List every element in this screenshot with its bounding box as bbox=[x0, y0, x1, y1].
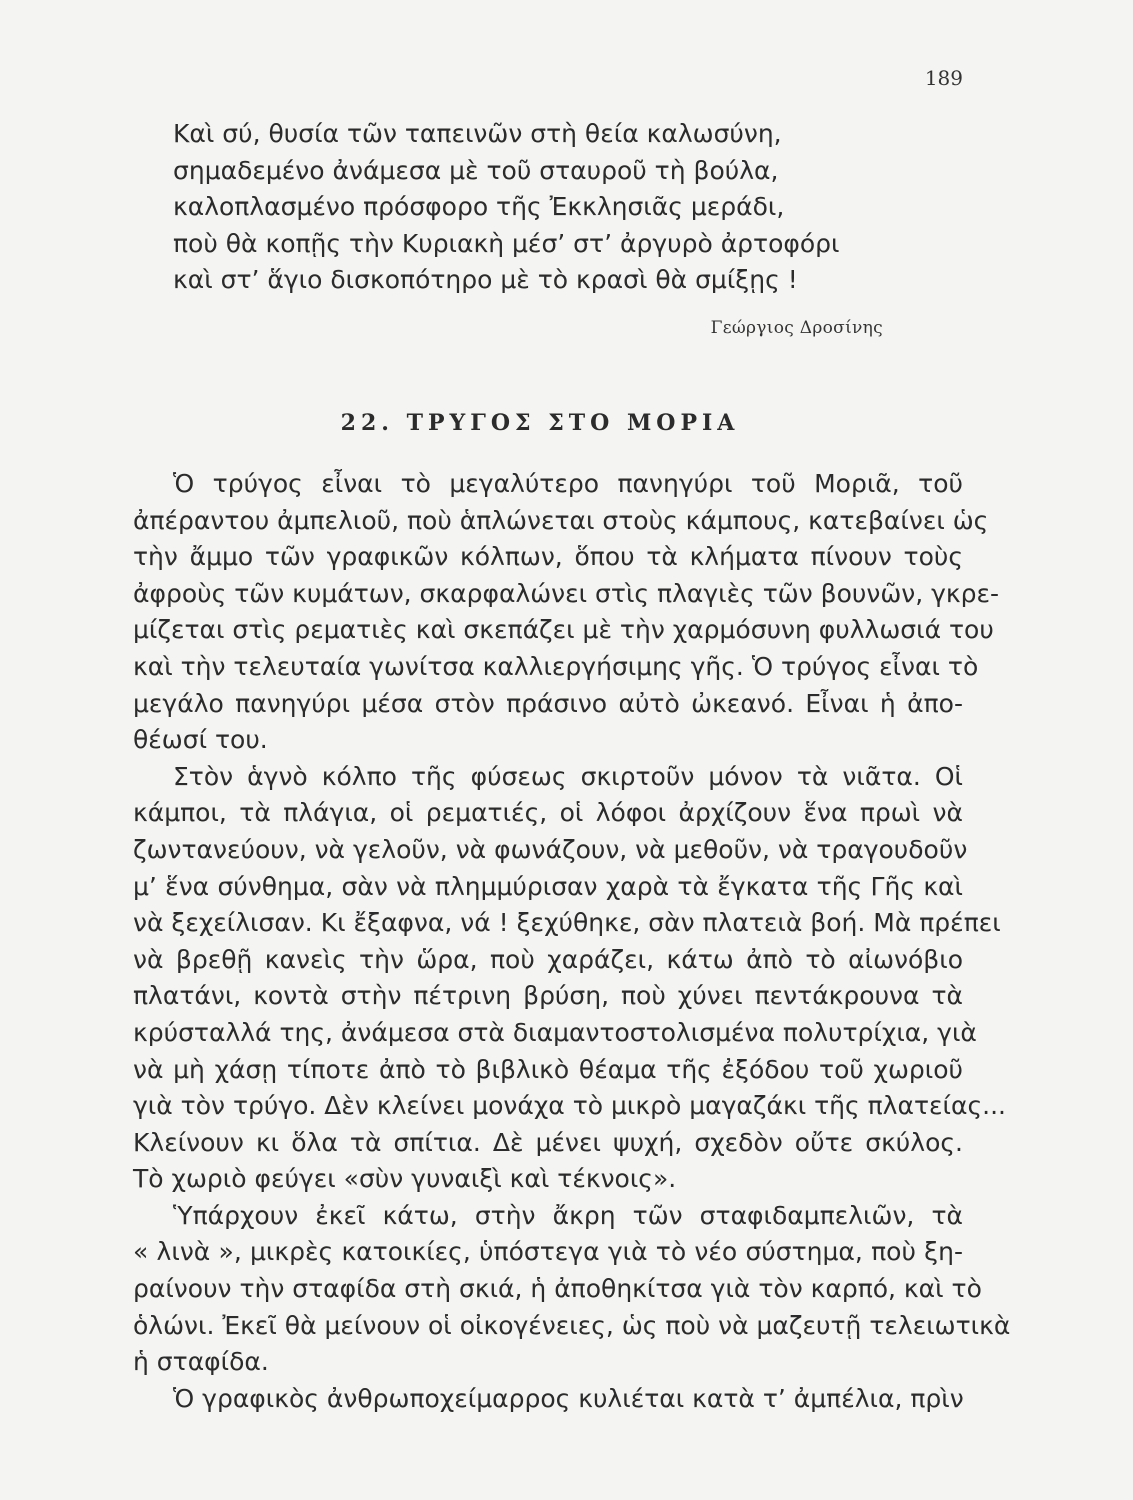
poem-stanza bbox=[173, 116, 933, 299]
poem-line: καλοπλασμένο πρόσφορο τῆς Ἐκκλησιᾶς μεράδι, bbox=[173, 192, 785, 221]
prose-line: Στὸν ἁγνὸ κόλπο τῆς φύσεως σκιρτοῦν μόνον τὰ νιᾶτα. Οἱ bbox=[173, 761, 963, 791]
prose-line: ζωντανεύουν, νὰ γελοῦν, νὰ φωνάζουν, νὰ μεθοῦν, νὰ τραγουδοῦν bbox=[133, 834, 968, 864]
prose-line: νὰ μὴ χάσῃ τίποτε ἀπὸ τὸ βιβλικὸ θέαμα τῆς ἐξόδου τοῦ χωριοῦ bbox=[133, 1054, 963, 1084]
prose-line: μίζεται στὶς ρεματιὲς καὶ σκεπάζει μὲ τὴν χαρμόσυνη φυλλωσιά του bbox=[133, 615, 994, 645]
poem-author: Γεώργιος Δροσίνης bbox=[710, 318, 883, 338]
chapter-body bbox=[133, 466, 1011, 1417]
poem-line: σημαδεμένο ἀνάμεσα μὲ τοῦ σταυροῦ τὴ βούλα, bbox=[173, 155, 779, 185]
prose-line: ὁλώνι. Ἐκεῖ θὰ μείνουν οἱ οἰκογένειες, ὡς ποὺ νὰ μαζευτῇ τελειωτικὰ bbox=[133, 1310, 1011, 1340]
prose-line: πλατάνι, κοντὰ στὴν πέτρινη βρύση, ποὺ χύνει πεντάκρουνα τὰ bbox=[133, 981, 963, 1011]
prose-line: γιὰ τὸν τρύγο. Δὲν κλείνει μονάχα τὸ μικρὸ μαγαζάκι τῆς πλατείας... bbox=[133, 1091, 1006, 1121]
prose-line: ραίνουν τὴν σταφίδα στὴ σκιά, ἡ ἀποθηκίτσα γιὰ τὸν καρπό, καὶ τὸ bbox=[133, 1274, 982, 1304]
prose-line: νὰ βρεθῇ κανεὶς τὴν ὥρα, ποὺ χαράζει, κάτω ἀπὸ τὸ αἰωνόβιο bbox=[133, 944, 963, 974]
prose-line: ἡ σταφίδα. bbox=[133, 1347, 269, 1377]
prose-line: μ’ ἕνα σύνθημα, σὰν νὰ πλημμύρισαν χαρὰ τὰ ἔγκατα τῆς Γῆς καὶ bbox=[133, 871, 963, 901]
prose-line: μεγάλο πανηγύρι μέσα στὸν πράσινο αὐτὸ ὠκεανό. Εἶναι ἡ ἀπο- bbox=[133, 688, 963, 718]
prose-line: Κλείνουν κι ὅλα τὰ σπίτια. Δὲ μένει ψυχή, σχεδὸν οὔτε σκύλος. bbox=[133, 1127, 963, 1157]
prose-line: Ὁ τρύγος εἶναι τὸ μεγαλύτερο πανηγύρι τοῦ Μοριᾶ, τοῦ bbox=[173, 469, 963, 498]
prose-line: ἀφροὺς τῶν κυμάτων, σκαρφαλώνει στὶς πλαγιὲς τῶν βουνῶν, γκρε- bbox=[133, 578, 1000, 608]
prose-line: Ὑπάρχουν ἐκεῖ κάτω, στὴν ἄκρη τῶν σταφιδαμπελιῶν, τὰ bbox=[173, 1200, 963, 1230]
prose-line: καὶ τὴν τελευταία γωνίτσα καλλιεργήσιμης γῆς. Ὁ τρύγος εἶναι τὸ bbox=[133, 651, 979, 681]
prose-line: κάμποι, τὰ πλάγια, οἱ ρεματιές, οἱ λόφοι ἀρχίζουν ἕνα πρωὶ νὰ bbox=[133, 798, 963, 828]
chapter-heading: 22. ΤΡΥΓΟΣ ΣΤΟ ΜΟΡΙΑ bbox=[340, 410, 740, 436]
poem-line: Καὶ σύ, θυσία τῶν ταπεινῶν στὴ θεία καλωσύνη, bbox=[173, 119, 782, 148]
prose-line: Τὸ χωριὸ φεύγει «σὺν γυναιξὶ καὶ τέκνοις». bbox=[133, 1164, 677, 1194]
prose-line: θέωσί του. bbox=[133, 725, 268, 755]
page-number: 189 bbox=[924, 66, 963, 90]
prose-line: τὴν ἄμμο τῶν γραφικῶν κόλπων, ὅπου τὰ κλήματα πίνουν τοὺς bbox=[133, 542, 963, 572]
prose-line: κρύσταλλά της, ἀνάμεσα στὰ διαμαντοστολισμένα πολυτρίχια, γιὰ bbox=[133, 1017, 977, 1047]
poem-line: ποὺ θὰ κοπῇς τὴν Κυριακὴ μέσ’ στ’ ἀργυρὸ ἀρτοφόρι bbox=[173, 228, 840, 258]
prose-line: νὰ ξεχείλισαν. Κι ἔξαφνα, νά ! ξεχύθηκε, σὰν πλατειὰ βοή. Μὰ πρέπει bbox=[133, 908, 1001, 938]
prose-line: ἀπέραντου ἀμπελιοῦ, ποὺ ἁπλώνεται στοὺς κάμπους, κατεβαίνει ὡς bbox=[133, 505, 989, 535]
prose-line: Ὁ γραφικὸς ἀνθρωποχείμαρρος κυλιέται κατὰ τ’ ἀμπέλια, πρὶν bbox=[173, 1383, 964, 1413]
poem-line: καὶ στ’ ἅγιο δισκοπότηρο μὲ τὸ κρασὶ θὰ σμίξῃς ! bbox=[173, 265, 798, 294]
prose-line: « λινὰ », μικρὲς κατοικίες, ὑπόστεγα γιὰ τὸ νέο σύστημα, ποὺ ξη- bbox=[133, 1237, 963, 1267]
